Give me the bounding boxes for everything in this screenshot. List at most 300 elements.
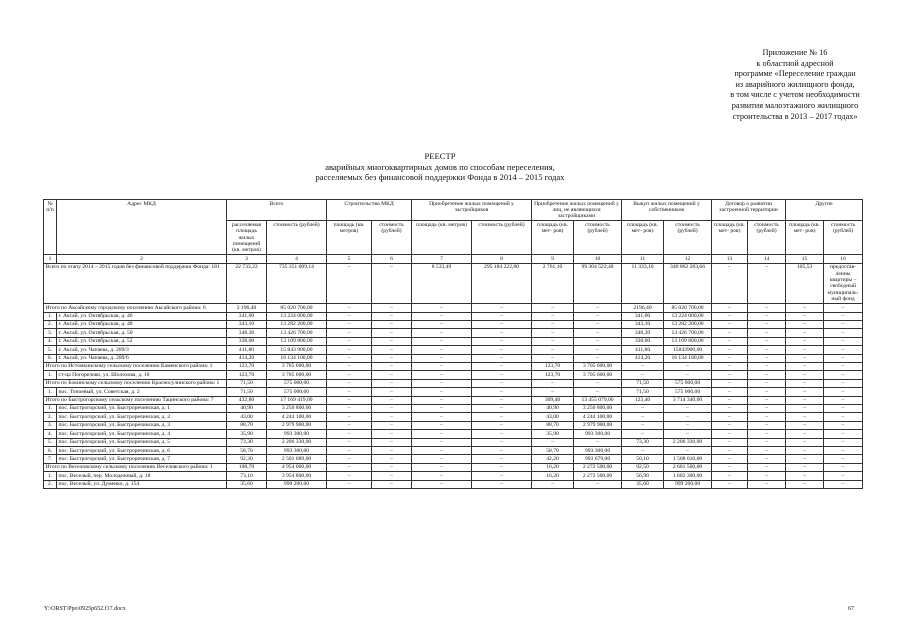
cell-value: – — [824, 438, 863, 446]
row-number: 2. — [44, 413, 57, 421]
cell-value: – — [748, 421, 786, 429]
registry-title — [250, 151, 630, 183]
cell-value: 3 705 600,00 — [267, 362, 327, 370]
table-row — [44, 354, 863, 362]
appendix-line: строительства в 2013 – 2017 годах» — [732, 111, 858, 121]
cell-value: 1 508 010,00 — [664, 455, 712, 463]
table-row — [44, 472, 863, 480]
cell-value: – — [327, 480, 372, 488]
table-row — [44, 447, 863, 455]
cell-value: – — [412, 337, 472, 345]
cell-value: – — [786, 312, 824, 320]
cell-value: – — [372, 329, 412, 337]
cell-value: – — [824, 304, 863, 312]
cell-value: – — [372, 455, 412, 463]
cell-value: 123,70 — [532, 371, 574, 379]
cell-value: – — [622, 371, 664, 379]
cell-value: – — [824, 371, 863, 379]
cell-value: – — [412, 304, 472, 312]
cell-value: – — [472, 463, 532, 471]
column-number: 8 — [472, 255, 532, 263]
cell-value: – — [748, 430, 786, 438]
cell-value: – — [574, 354, 622, 362]
cell-value: – — [748, 362, 786, 370]
cell-value: – — [532, 379, 574, 387]
cell-value: 2 501 689,00 — [267, 455, 327, 463]
cell-value: 295 184 222,80 — [472, 263, 532, 303]
group-label: Итого по Быстрогорскому сельскому поселению Тацинского района: 7 — [44, 396, 227, 404]
cell-value: 123,70 — [227, 362, 267, 370]
cell-value: – — [786, 404, 824, 412]
appendix-line: Приложение № 16 — [762, 48, 828, 57]
cell-value: – — [574, 346, 622, 354]
cell-value: – — [664, 404, 712, 412]
cell-value: 123,70 — [227, 371, 267, 379]
subheader-area: площадь (кв. мет- ров) — [786, 221, 824, 255]
cell-value: – — [748, 455, 786, 463]
cell-value: – — [327, 263, 372, 303]
cell-value: 2 979 900,00 — [267, 421, 327, 429]
cell-value: – — [327, 379, 372, 387]
cell-value: 71,50 — [227, 388, 267, 396]
cell-value: 2 206 330,00 — [267, 438, 327, 446]
cell-value: – — [786, 388, 824, 396]
cell-value: – — [532, 320, 574, 328]
cell-value: – — [327, 346, 372, 354]
column-number-row — [44, 255, 863, 263]
cell-value: – — [472, 413, 532, 421]
appendix-block — [690, 48, 900, 122]
cell-value: – — [327, 396, 372, 404]
cell-value: – — [574, 438, 622, 446]
cell-value: – — [472, 438, 532, 446]
cell-value: – — [712, 388, 748, 396]
cell-value: 108,70 — [227, 463, 267, 471]
header-acquisition-non-developers: Приобретение жилых помещений у лиц, не являющихся застройщиками — [532, 200, 622, 221]
cell-value: 575 000,00 — [664, 379, 712, 387]
cell-value: – — [786, 463, 824, 471]
cell-value: 58,70 — [227, 447, 267, 455]
cell-value: – — [412, 379, 472, 387]
cell-value: 3 250 800,00 — [574, 404, 622, 412]
subheader-cost: стоимость (рублей) — [748, 221, 786, 255]
cell-value: – — [327, 421, 372, 429]
cell-value: – — [532, 346, 574, 354]
cell-value: – — [664, 371, 712, 379]
cell-value: – — [748, 312, 786, 320]
column-number: 6 — [372, 255, 412, 263]
cell-value: – — [824, 312, 863, 320]
row-number: 1. — [44, 312, 57, 320]
title-line: аварийных многоквартирных домов по способам переселения, — [325, 161, 555, 172]
cell-value: 50,10 — [622, 455, 664, 463]
row-number: 3. — [44, 421, 57, 429]
cell-value: – — [372, 388, 412, 396]
row-number: 6. — [44, 354, 57, 362]
group-label: Итого по Бокинскому сельскому поселению Красносулинского района: 1 — [44, 379, 227, 387]
cell-value: – — [372, 480, 412, 488]
row-address: пос. Быстрогорский, ул. Быстроречинская, д. 1 — [57, 404, 227, 412]
subheader-area: площадь (кв. метров) — [412, 221, 472, 255]
cell-value: 1 682 300,00 — [664, 472, 712, 480]
cell-value: – — [622, 413, 664, 421]
cell-value: – — [372, 362, 412, 370]
cell-value: – — [712, 329, 748, 337]
cell-value: – — [327, 455, 372, 463]
cell-value: – — [712, 362, 748, 370]
cell-value: – — [786, 396, 824, 404]
cell-value: – — [327, 320, 372, 328]
row-address: пос. Быстрогорский, ул. Быстроречинская, д. 6 — [57, 447, 227, 455]
cell-value: 343,10 — [622, 320, 664, 328]
table-group-row — [44, 263, 863, 303]
table-row — [44, 404, 863, 412]
cell-value: – — [712, 396, 748, 404]
cell-value: – — [748, 438, 786, 446]
subheader-area: площадь (кв. метров) — [327, 221, 372, 255]
cell-value: 15843900,00 — [664, 346, 712, 354]
cell-value: – — [748, 379, 786, 387]
cell-value: – — [824, 379, 863, 387]
subheader-cost: стоимость (рублей) — [472, 221, 532, 255]
cell-value: – — [786, 337, 824, 345]
column-number: 2 — [57, 255, 227, 263]
cell-value: – — [372, 263, 412, 303]
cell-value: – — [824, 480, 863, 488]
cell-value: 22 733,22 — [227, 263, 267, 303]
cell-value: – — [412, 421, 472, 429]
cell-value: – — [574, 337, 622, 345]
cell-value: 993 300,00 — [574, 430, 622, 438]
cell-value: – — [748, 463, 786, 471]
cell-value: – — [327, 438, 372, 446]
cell-value: – — [412, 362, 472, 370]
cell-value: 123,70 — [532, 362, 574, 370]
cell-value: 735 351 009,14 — [267, 263, 327, 303]
table-row — [44, 346, 863, 354]
cell-value: 3 250 800,00 — [267, 404, 327, 412]
cell-value: – — [712, 480, 748, 488]
table-row — [44, 371, 863, 379]
cell-value: 40,90 — [227, 404, 267, 412]
row-address: пос. Быстрогорский, ул. Быстроречинская, д. 5 — [57, 438, 227, 446]
row-address: пос. Быстрогорский, ул. Быстроречинская, д. 2 — [57, 413, 227, 421]
cell-value: 2 272 500,00 — [574, 463, 622, 471]
cell-value: 85 020 700,00 — [664, 304, 712, 312]
cell-value: 71,50 — [227, 379, 267, 387]
cell-value: – — [712, 413, 748, 421]
cell-value: – — [712, 337, 748, 345]
cell-value: 88,70 — [227, 421, 267, 429]
row-number: 6. — [44, 447, 57, 455]
table-header-row — [44, 200, 863, 221]
cell-value: 35,60 — [622, 480, 664, 488]
cell-value: – — [412, 472, 472, 480]
cell-value: 432,80 — [227, 396, 267, 404]
row-number: 5. — [44, 346, 57, 354]
cell-value: – — [472, 396, 532, 404]
cell-value: предостав-ленны квартиры – свободный муниципаль-ный фонд — [824, 263, 863, 303]
cell-value: – — [622, 421, 664, 429]
cell-value: 4 244 100,00 — [267, 413, 327, 421]
cell-value: 575 000,00 — [267, 388, 327, 396]
cell-value: – — [327, 329, 372, 337]
cell-value: 71,50 — [622, 388, 664, 396]
subheader-cost: стоимость (рублей) — [267, 221, 327, 255]
cell-value: – — [712, 421, 748, 429]
cell-value: – — [786, 455, 824, 463]
header-num: № п/п — [44, 200, 57, 255]
cell-value: – — [748, 396, 786, 404]
cell-value: 88,70 — [532, 421, 574, 429]
cell-value: – — [327, 447, 372, 455]
cell-value: – — [748, 404, 786, 412]
row-address: пос. Быстрогорский, ул. Быстроречинская, д. 7 — [57, 455, 227, 463]
cell-value: 8 533,49 — [412, 263, 472, 303]
cell-value: – — [412, 430, 472, 438]
cell-value: – — [532, 354, 574, 362]
cell-value: 414,20 — [227, 354, 267, 362]
registry-table — [43, 199, 863, 489]
cell-value: – — [824, 354, 863, 362]
cell-value: 309,40 — [532, 396, 574, 404]
cell-value: – — [748, 371, 786, 379]
cell-value: – — [622, 362, 664, 370]
subheader-area: площадь (кв. мет- ров) — [622, 221, 664, 255]
table-row — [44, 320, 863, 328]
column-number: 13 — [712, 255, 748, 263]
cell-value: – — [412, 455, 472, 463]
cell-value: 73,30 — [227, 438, 267, 446]
cell-value: – — [748, 413, 786, 421]
header-other: Другие — [786, 200, 863, 221]
cell-value: – — [412, 404, 472, 412]
row-number: 4. — [44, 430, 57, 438]
cell-value: – — [664, 413, 712, 421]
cell-value: – — [622, 447, 664, 455]
table-row — [44, 388, 863, 396]
cell-value: – — [372, 404, 412, 412]
table-row — [44, 438, 863, 446]
cell-value: – — [712, 404, 748, 412]
header-buyout: Выкуп жилых помещений у собственников — [622, 200, 712, 221]
cell-value: 43,00 — [227, 413, 267, 421]
cell-value: – — [748, 329, 786, 337]
cell-value: – — [372, 337, 412, 345]
cell-value: 3 954 800,00 — [267, 472, 327, 480]
row-address: пос. Веселый, пер. Молодежный, д. 18 — [57, 472, 227, 480]
subheader-area: площадь (кв. мет- ров) — [712, 221, 748, 255]
cell-value: – — [372, 320, 412, 328]
cell-value: – — [786, 329, 824, 337]
cell-value: 3 705 600,00 — [574, 362, 622, 370]
cell-value: – — [472, 455, 532, 463]
cell-value: 993 679,00 — [574, 455, 622, 463]
row-number: 5. — [44, 438, 57, 446]
table-row — [44, 430, 863, 438]
subheader-resettled-area: расселяемая площадь жилых помещений (кв. метров) — [227, 221, 267, 255]
cell-value: – — [574, 480, 622, 488]
cell-value: – — [824, 413, 863, 421]
cell-value: 2 206 330,00 — [664, 438, 712, 446]
cell-value: – — [748, 320, 786, 328]
cell-value: – — [327, 404, 372, 412]
cell-value: – — [786, 430, 824, 438]
cell-value: – — [532, 329, 574, 337]
cell-value: 73,10 — [227, 472, 267, 480]
cell-value: – — [472, 371, 532, 379]
cell-value: 35,60 — [227, 480, 267, 488]
table-row — [44, 312, 863, 320]
title-line: расселяемых без финансовой поддержки Фонда в 2014 – 2015 годах — [315, 172, 565, 183]
cell-value: – — [574, 304, 622, 312]
row-number: 4. — [44, 337, 57, 345]
cell-value: – — [372, 354, 412, 362]
cell-value: – — [472, 346, 532, 354]
row-address: г. Аксай, ул. Октябрьская, д. 52 — [57, 337, 227, 345]
column-number: 1 — [44, 255, 57, 263]
cell-value: – — [786, 480, 824, 488]
cell-value: – — [712, 430, 748, 438]
cell-value: – — [412, 413, 472, 421]
table-row — [44, 413, 863, 421]
appendix-line: в том числе с учетом необходимости — [730, 90, 860, 100]
cell-value: – — [472, 379, 532, 387]
cell-value: – — [824, 472, 863, 480]
subheader-cost: стоимость (рублей) — [372, 221, 412, 255]
cell-value: – — [786, 354, 824, 362]
cell-value: 13 455 079,00 — [574, 396, 622, 404]
cell-value: 56,90 — [622, 472, 664, 480]
table-row — [44, 480, 863, 488]
cell-value: – — [824, 337, 863, 345]
cell-value: 575 000,00 — [664, 388, 712, 396]
cell-value: – — [748, 337, 786, 345]
column-number: 4 — [267, 255, 327, 263]
cell-value: – — [712, 447, 748, 455]
cell-value: – — [786, 346, 824, 354]
cell-value: – — [824, 396, 863, 404]
cell-value: – — [327, 362, 372, 370]
column-number: 11 — [622, 255, 664, 263]
cell-value: – — [786, 472, 824, 480]
header-total: Всего — [227, 200, 327, 221]
cell-value: – — [472, 354, 532, 362]
cell-value: – — [327, 472, 372, 480]
cell-value: 73,30 — [622, 438, 664, 446]
cell-value: – — [712, 472, 748, 480]
cell-value: 92,50 — [622, 463, 664, 471]
cell-value: – — [372, 304, 412, 312]
cell-value: 2 196,40 — [227, 304, 267, 312]
cell-value: – — [372, 371, 412, 379]
cell-value: – — [574, 329, 622, 337]
cell-value: 99 304 522,48 — [574, 263, 622, 303]
table-row — [44, 329, 863, 337]
subheader-area: площадь (кв. мет- ров) — [532, 221, 574, 255]
header-development-agreement: Договор о развитии застроенной территории — [712, 200, 786, 221]
cell-value: – — [786, 413, 824, 421]
table-group-row — [44, 463, 863, 471]
cell-value: – — [786, 371, 824, 379]
cell-value: – — [712, 304, 748, 312]
cell-value: – — [748, 263, 786, 303]
cell-value: – — [712, 463, 748, 471]
table-group-row — [44, 396, 863, 404]
cell-value: 71,50 — [622, 379, 664, 387]
row-address: ст-ца Погорелово, ул. Шолохова, д. 10 — [57, 371, 227, 379]
cell-value: – — [532, 337, 574, 345]
header-construction: Строительство МКД — [327, 200, 412, 221]
cell-value: – — [574, 379, 622, 387]
cell-value: – — [748, 354, 786, 362]
cell-value: 2 979 900,00 — [574, 421, 622, 429]
title-heading: РЕЕСТР — [424, 151, 456, 161]
cell-value: 343,10 — [227, 320, 267, 328]
cell-value: – — [824, 430, 863, 438]
cell-value: – — [824, 455, 863, 463]
cell-value: 340 862 283,66 — [664, 263, 712, 303]
cell-value: 85 020 700,00 — [267, 304, 327, 312]
column-number: 10 — [574, 255, 622, 263]
cell-value: – — [327, 304, 372, 312]
row-number: 3. — [44, 329, 57, 337]
cell-value: – — [472, 430, 532, 438]
row-number: 1. — [44, 472, 57, 480]
cell-value: 348,30 — [227, 329, 267, 337]
row-address: пос. Топоевый, ул. Советская, д. 2 — [57, 388, 227, 396]
cell-value: – — [472, 320, 532, 328]
cell-value: – — [532, 438, 574, 446]
cell-value: 92,30 — [227, 455, 267, 463]
cell-value: 16,20 — [532, 472, 574, 480]
cell-value: – — [786, 438, 824, 446]
cell-value: – — [786, 304, 824, 312]
cell-value: – — [622, 430, 664, 438]
cell-value: – — [472, 480, 532, 488]
cell-value: – — [532, 304, 574, 312]
row-address: г. Аксай, ул. Октябрьская, д. 50 — [57, 329, 227, 337]
cell-value: 4 954 000,00 — [267, 463, 327, 471]
cell-value: 13 426 700,00 — [664, 329, 712, 337]
cell-value: – — [372, 447, 412, 455]
cell-value: – — [372, 413, 412, 421]
cell-value: – — [786, 447, 824, 455]
cell-value: – — [327, 371, 372, 379]
cell-value: 993 300,00 — [267, 447, 327, 455]
appendix-line: к областной адресной — [756, 58, 834, 68]
cell-value: 993 300,00 — [574, 447, 622, 455]
cell-value: 993 300,00 — [267, 430, 327, 438]
row-number: 1. — [44, 388, 57, 396]
cell-value: – — [327, 463, 372, 471]
cell-value: – — [824, 463, 863, 471]
cell-value: 123,40 — [622, 396, 664, 404]
cell-value: – — [622, 404, 664, 412]
cell-value: 15 843 900,00 — [267, 346, 327, 354]
cell-value: – — [327, 354, 372, 362]
cell-value: – — [372, 430, 412, 438]
cell-value: – — [664, 362, 712, 370]
cell-value: 999 200,00 — [664, 480, 712, 488]
cell-value: – — [824, 346, 863, 354]
cell-value: – — [412, 312, 472, 320]
cell-value: – — [472, 312, 532, 320]
cell-value: – — [786, 320, 824, 328]
row-number: 1. — [44, 371, 57, 379]
row-address: пос. Быстрогорский, ул. Быстроречинская, д. 4 — [57, 430, 227, 438]
column-number: 9 — [532, 255, 574, 263]
